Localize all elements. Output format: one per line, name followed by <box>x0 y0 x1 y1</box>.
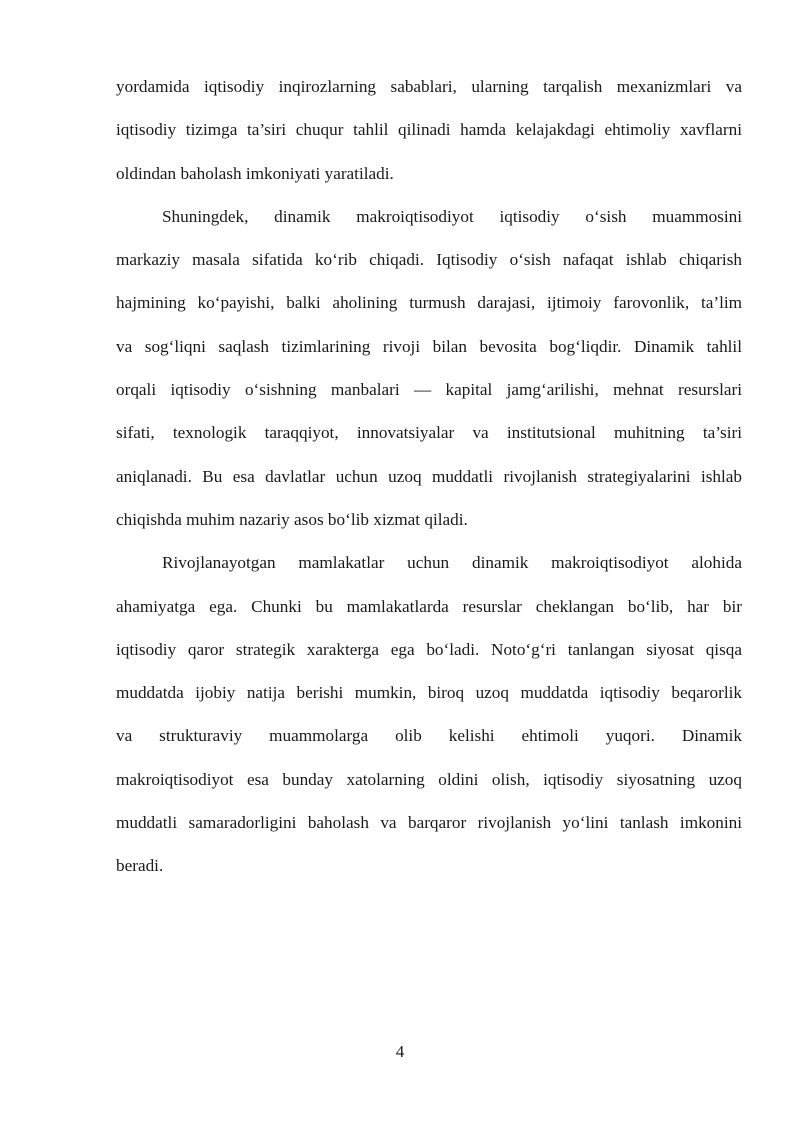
paragraph-3 <box>116 549 742 895</box>
text-line: muddatda ijobiy natija berishi mumkin, biroq uzoq muddatda iqtisodiy beqarorlik <box>116 683 742 703</box>
paragraph-2 <box>116 203 742 549</box>
paragraph-1 <box>116 73 742 203</box>
text-line: makroiqtisodiyot esa bunday xatolarning oldini olish, iqtisodiy siyosatning uzoq <box>116 769 742 789</box>
text-line: aniqlanadi. Bu esa davlatlar uchun uzoq muddatli rivojlanish strategiyalarini ishlab <box>116 466 742 486</box>
text-line: Shuningdek, dinamik makroiqtisodiyot iqtisodiy o‘sish muammosini <box>162 206 742 226</box>
text-line: yordamida iqtisodiy inqirozlarning sabablari, ularning tarqalish mexanizmlari va <box>116 77 742 96</box>
text-line: Rivojlanayotgan mamlakatlar uchun dinamik makroiqtisodiyot alohida <box>162 553 742 573</box>
text-line: orqali iqtisodiy o‘sishning manbalari — kapital jamg‘arilishi, mehnat resurslari <box>116 380 742 400</box>
text-line: iqtisodiy tizimga ta’siri chuqur tahlil qilinadi hamda kelajakdagi ehtimoliy xavflarni <box>116 120 742 140</box>
text-line: va sog‘liqni saqlash tizimlarining rivoji bilan bevosita bog‘liqdir. Dinamik tahlil <box>116 336 742 356</box>
text-line: va strukturaviy muammolarga olib kelishi ehtimoli yuqori. Dinamik <box>116 726 742 746</box>
text-line: sifati, texnologik taraqqiyot, innovatsiyalar va institutsional muhitning ta’siri <box>116 423 742 443</box>
text-line: beradi. <box>116 856 164 876</box>
text-line: chiqishda muhim nazariy asos bo‘lib xizmat qiladi. <box>116 509 468 529</box>
document-body <box>116 73 742 896</box>
page-number: 4 <box>395 1042 405 1061</box>
text-line: iqtisodiy qaror strategik xarakterga ega bo‘ladi. Noto‘g‘ri tanlangan siyosat qisqa <box>116 639 742 659</box>
text-line: oldindan baholash imkoniyati yaratiladi. <box>116 163 394 183</box>
text-line: hajmining ko‘payishi, balki aholining turmush darajasi, ijtimoiy farovonlik, ta’lim <box>116 293 742 313</box>
text-line: ahamiyatga ega. Chunki bu mamlakatlarda resurslar cheklangan bo‘lib, har bir <box>116 596 742 616</box>
text-line: muddatli samaradorligini baholash va barqaror rivojlanish yo‘lini tanlash imkonini <box>116 813 742 833</box>
text-line: markaziy masala sifatida ko‘rib chiqadi. Iqtisodiy o‘sish nafaqat ishlab chiqarish <box>116 250 742 270</box>
